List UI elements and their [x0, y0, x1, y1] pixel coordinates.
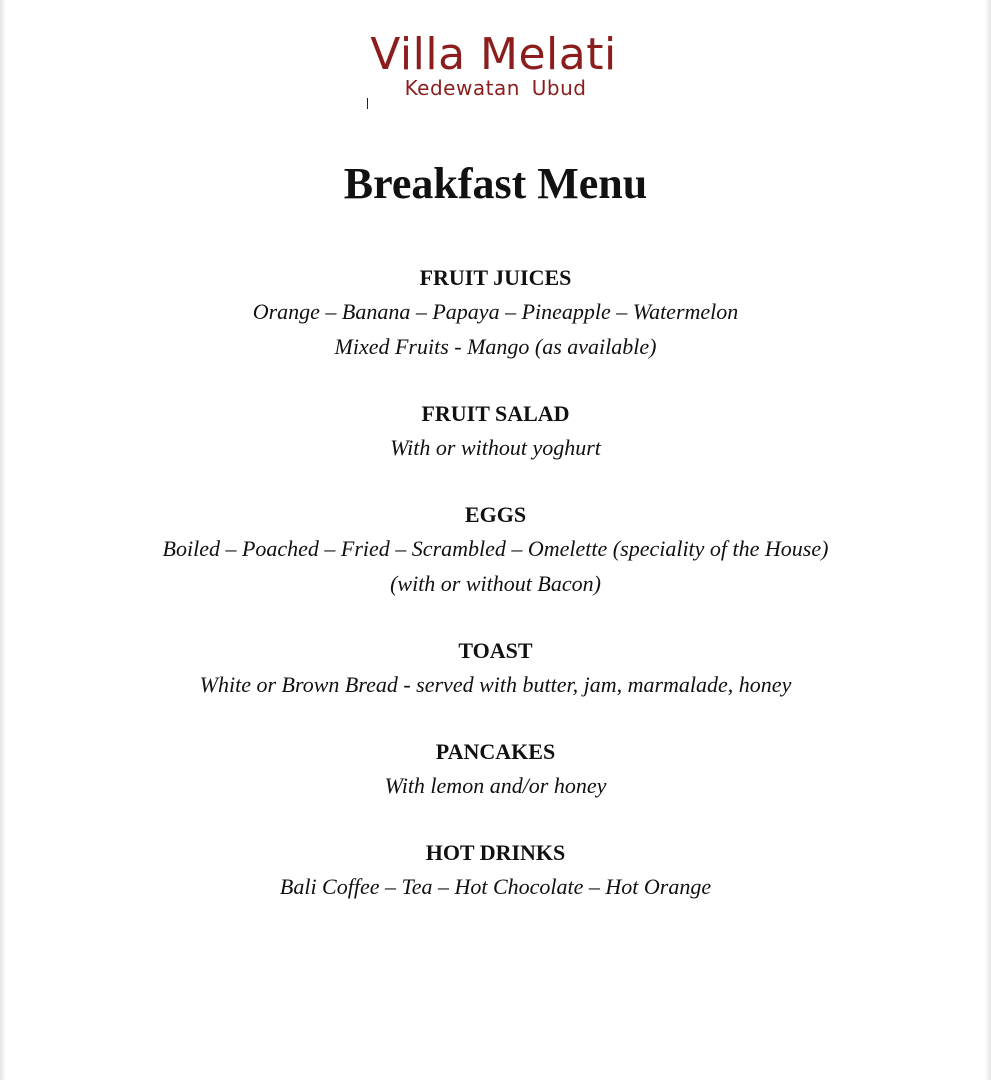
section-heading: EGGS	[464, 502, 527, 527]
section-heading: FRUIT SALAD	[421, 401, 570, 426]
section-item-line: Orange – Banana – Papaya – Pineapple – Watermelon	[252, 299, 739, 324]
menu-section-eggs	[0, 499, 991, 601]
logo-location: Kedewatan Ubud	[404, 76, 587, 100]
text-cursor	[367, 98, 368, 109]
villa-logo	[0, 30, 991, 104]
section-item-line: (with or without Bacon)	[390, 571, 601, 596]
section-heading: TOAST	[458, 638, 533, 663]
logo-name: Villa Melati	[370, 29, 617, 80]
menu-list	[0, 262, 991, 938]
section-heading: HOT DRINKS	[425, 840, 566, 865]
menu-section-toast	[0, 635, 991, 702]
section-heading: FRUIT JUICES	[419, 265, 572, 290]
section-item-line: Boiled – Poached – Fried – Scrambled – Omelette (speciality of the House)	[162, 536, 829, 561]
section-item-line: Mixed Fruits - Mango (as available)	[334, 334, 657, 359]
menu-section-fruit-juices	[0, 262, 991, 364]
section-item-line: Bali Coffee – Tea – Hot Chocolate – Hot Orange	[279, 874, 712, 899]
menu-section-hot-drinks	[0, 837, 991, 904]
menu-section-fruit-salad	[0, 398, 991, 465]
menu-section-pancakes	[0, 736, 991, 803]
section-item-line: With or without yoghurt	[390, 435, 601, 460]
section-item-line: White or Brown Bread - served with butter, jam, marmalade, honey	[199, 672, 792, 697]
section-item-line: With lemon and/or honey	[384, 773, 607, 798]
page-title: Breakfast Menu	[343, 159, 648, 208]
section-heading: PANCAKES	[435, 739, 556, 764]
